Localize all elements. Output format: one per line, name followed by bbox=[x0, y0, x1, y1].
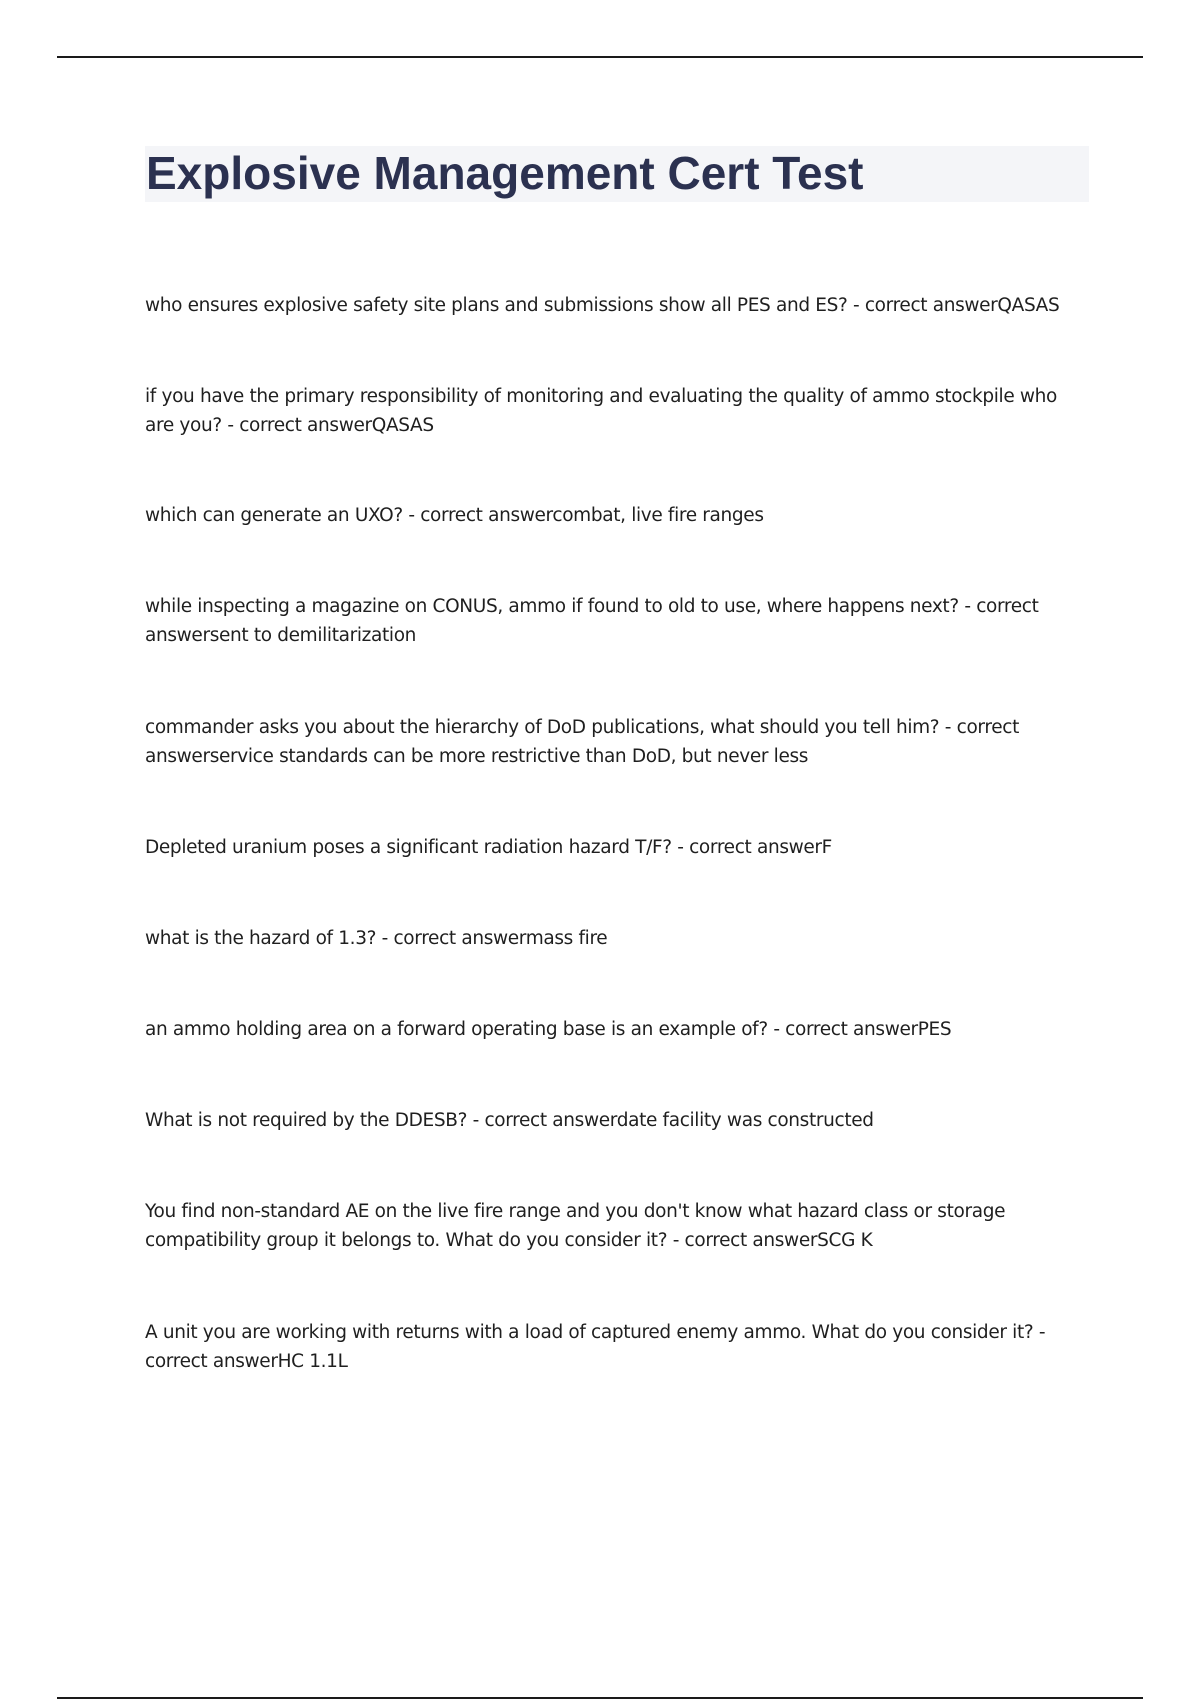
question-item-8: an ammo holding area on a forward operating base is an example of? - correct answerPES bbox=[145, 1019, 952, 1040]
question-item-5: commander asks you about the hierarchy of DoD publications, what should you tell him? - correct answerservice standards can be more restrictive than DoD, but never less bbox=[145, 717, 1019, 767]
page-title: Explosive Management Cert Test bbox=[146, 147, 864, 199]
question-item-2: if you have the primary responsibility of monitoring and evaluating the quality of ammo stockpile who are you? - correct answerQASAS bbox=[145, 386, 1058, 436]
question-item-9: What is not required by the DDESB? - correct answerdate facility was constructed bbox=[145, 1110, 874, 1131]
question-item-3: which can generate an UXO? - correct answercombat, live fire ranges bbox=[145, 505, 764, 526]
question-item-11: A unit you are working with returns with a load of captured enemy ammo. What do you consider it? - correct answerHC 1.1L bbox=[145, 1322, 1046, 1372]
question-item-1: who ensures explosive safety site plans and submissions show all PES and ES? - correct answerQASAS bbox=[145, 295, 1060, 316]
question-item-7: what is the hazard of 1.3? - correct answermass fire bbox=[145, 928, 608, 949]
bottom-rule bbox=[57, 1697, 1143, 1699]
question-item-6: Depleted uranium poses a significant radiation hazard T/F? - correct answerF bbox=[145, 837, 832, 858]
question-item-10: You find non-standard AE on the live fire range and you don't know what hazard class or storage compatibility group it belongs to. What do you consider it? - correct answerSCG K bbox=[145, 1201, 1006, 1251]
top-rule bbox=[57, 56, 1143, 58]
question-item-4: while inspecting a magazine on CONUS, ammo if found to old to use, where happens next? - correct answersent to demilitarization bbox=[145, 596, 1039, 646]
